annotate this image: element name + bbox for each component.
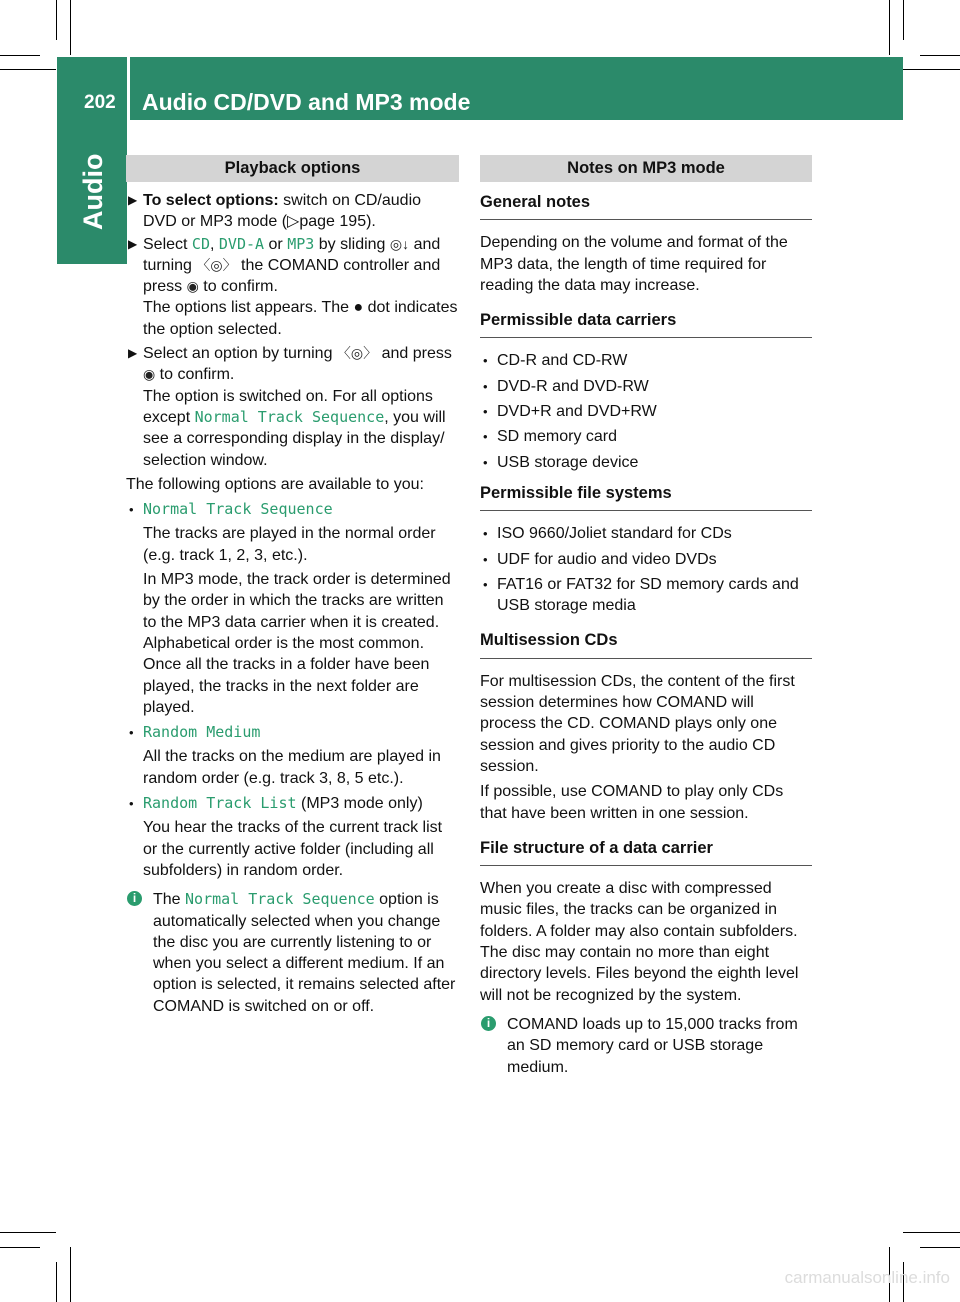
page-ref-icon: ▷ (287, 213, 300, 231)
multisession-text: For multisession CDs, the content of the first session determines how COMAND will process the CD. COMAND plays only one session and gives priority to the audio CD session. (480, 672, 795, 775)
step-arrow-icon: ▶ (128, 193, 138, 207)
crop-mark (0, 1232, 56, 1233)
bullet-icon: • (483, 551, 488, 567)
item-text: UDF for audio and video DVDs (497, 550, 717, 568)
comma: , (209, 235, 215, 253)
subheading-file-systems: Permissible file systems (480, 483, 812, 511)
note-text: The (153, 891, 181, 909)
step-text: The option is switched on. For all options except (143, 387, 433, 426)
crop-mark (920, 55, 960, 56)
item-description: In MP3 mode, the track order is determined by the order in which the tracks are written to the MP3 data carrier when it is created. Alphabetical order is the most common. Once all the tracks in a folder have been played, the tracks in the next folder are played. (143, 571, 451, 716)
list-item (480, 574, 812, 617)
item-text: CD-R and CD-RW (497, 352, 628, 370)
item-description: All the tracks on the medium are played in random order (e.g. track 3, 8, 5 etc.). (143, 748, 441, 787)
option-random-medium: Random Medium (143, 723, 261, 742)
crop-mark (903, 1232, 960, 1233)
step-text: and turning (143, 235, 441, 274)
bullet-icon: • (483, 526, 488, 542)
option-mp3: MP3 (287, 234, 315, 253)
step-text: Select (143, 235, 188, 253)
bullet-icon: • (483, 576, 488, 592)
multisession-text: If possible, use COMAND to play only CDs that have been written in one session. (480, 783, 784, 822)
subheading-carriers: Permissible data carriers (480, 310, 812, 338)
watermark: carmanualsonline.info (784, 1268, 950, 1287)
option-dvd-a: DVD-A (218, 234, 265, 253)
press-controller-icon: ◉ (186, 278, 199, 295)
note-text: COMAND loads up to 15,000 tracks from an SD memory card or USB storage medium. (507, 1015, 798, 1076)
bullet-icon: • (483, 429, 488, 445)
list-item (126, 722, 459, 789)
option-random-track-list: Random Track List (143, 794, 297, 813)
step-text: switch on CD/audio DVD or MP3 mode ( (143, 192, 422, 231)
step-arrow-icon: ▶ (128, 346, 138, 361)
crop-mark (56, 0, 57, 40)
bullet-icon: • (483, 353, 488, 369)
turn-controller-icon: 〈◎〉 (196, 256, 237, 273)
file-structure-text: When you create a disc with compressed music files, the tracks can be organized in folders. A folder may also contain subfolders. The disc may contain no more than eight directory levels. Files beyond the eighth level will not be recognized by the system. (480, 880, 799, 1004)
item-description: You hear the tracks of the current track list or the currently active folder (including all subfolders) in random order. (143, 819, 443, 879)
step-text: to confirm. (203, 278, 278, 296)
step-text: the COMAND controller and press (143, 256, 441, 296)
page-number: 202 (84, 92, 116, 113)
step-text: and press (381, 345, 452, 363)
crop-mark (889, 0, 890, 55)
list-item (480, 426, 812, 447)
press-controller-icon: ◉ (143, 366, 156, 383)
turn-controller-icon: 〈◎〉 (336, 345, 378, 362)
list-item (480, 452, 812, 473)
bullet-icon: • (483, 378, 488, 394)
item-text: DVD-R and DVD-RW (497, 377, 649, 395)
selection-dot-icon: ● (353, 299, 364, 317)
list-item (480, 376, 812, 397)
item-text: SD memory card (497, 428, 618, 446)
item-text: DVD+R and DVD+RW (497, 403, 657, 421)
bullet-icon: • (129, 502, 134, 518)
info-note (480, 1014, 812, 1078)
left-column (126, 155, 459, 1017)
step-select-mode (126, 234, 459, 340)
step-arrow-icon: ▶ (128, 236, 138, 251)
crop-mark (920, 1247, 960, 1248)
section-heading-playback: Playback options (126, 155, 459, 182)
section-heading-mp3: Notes on MP3 mode (480, 155, 812, 182)
list-item (480, 549, 812, 570)
chapter-tab-label: Audio (78, 153, 108, 230)
item-text: FAT16 or FAT32 for SD memory cards and USB storage media (497, 575, 799, 615)
info-note (126, 889, 459, 1017)
list-item (126, 499, 459, 718)
step-text: , you will see a corresponding display in the display/ selection window. (143, 408, 446, 469)
subheading-multisession: Multisession CDs (480, 630, 812, 658)
bullet-icon: • (129, 796, 134, 812)
subheading-general: General notes (480, 192, 812, 220)
crop-mark (0, 1247, 40, 1248)
page-title: Audio CD/DVD and MP3 mode (142, 89, 471, 115)
step-text: The options list appears. The (143, 299, 350, 317)
info-icon: i (481, 1016, 496, 1031)
step-text: Select an option by turning (143, 345, 333, 363)
option-normal-track-sequence: Normal Track Sequence (185, 890, 375, 909)
crop-mark (0, 55, 40, 56)
general-text: Depending on the volume and format of the MP3 data, the length of time required for reading the data may increase. (480, 234, 788, 294)
options-intro: The following options are available to you: (126, 475, 424, 493)
step-text: or (268, 235, 283, 253)
item-text: USB storage device (497, 453, 639, 471)
option-normal-track-sequence: Normal Track Sequence (194, 407, 385, 426)
list-item (480, 350, 812, 371)
bullet-icon: • (129, 725, 134, 741)
item-note: (MP3 mode only) (300, 795, 423, 813)
list-item (126, 793, 459, 881)
subheading-file-structure: File structure of a data carrier (480, 838, 812, 866)
crop-mark (70, 1247, 71, 1302)
crop-mark (0, 69, 56, 70)
option-normal-track-sequence: Normal Track Sequence (143, 500, 333, 519)
slide-down-icon: ◎↓ (389, 235, 410, 252)
list-item (480, 523, 812, 544)
header-divider (127, 57, 130, 120)
crop-mark (70, 0, 71, 55)
crop-mark (903, 0, 904, 40)
list-item (480, 401, 812, 422)
crop-mark (903, 69, 960, 70)
step-label: To select options: (143, 192, 279, 209)
option-cd: CD (191, 234, 210, 253)
step-text: to confirm. (159, 366, 235, 384)
step-text: dot indicates the option selected. (143, 299, 458, 338)
step-text: by sliding (318, 235, 386, 253)
note-text: option is automatically selected when you change the disc you are currently listening to or when you select a different medium. If an option is selected, it remains selected after COMAND is switched on or off. (153, 891, 456, 1015)
crop-mark (56, 1262, 57, 1302)
item-description: The tracks are played in the normal order (e.g. track 1, 2, 3, etc.). (143, 525, 436, 564)
info-icon: i (127, 891, 142, 906)
right-column (480, 155, 812, 1078)
bullet-icon: • (483, 404, 488, 420)
item-text: ISO 9660/Joliet standard for CDs (497, 525, 732, 543)
step-select-options (126, 190, 459, 233)
page-reference: page 195). (299, 213, 376, 231)
step-select-option (126, 343, 459, 471)
bullet-icon: • (483, 454, 488, 470)
